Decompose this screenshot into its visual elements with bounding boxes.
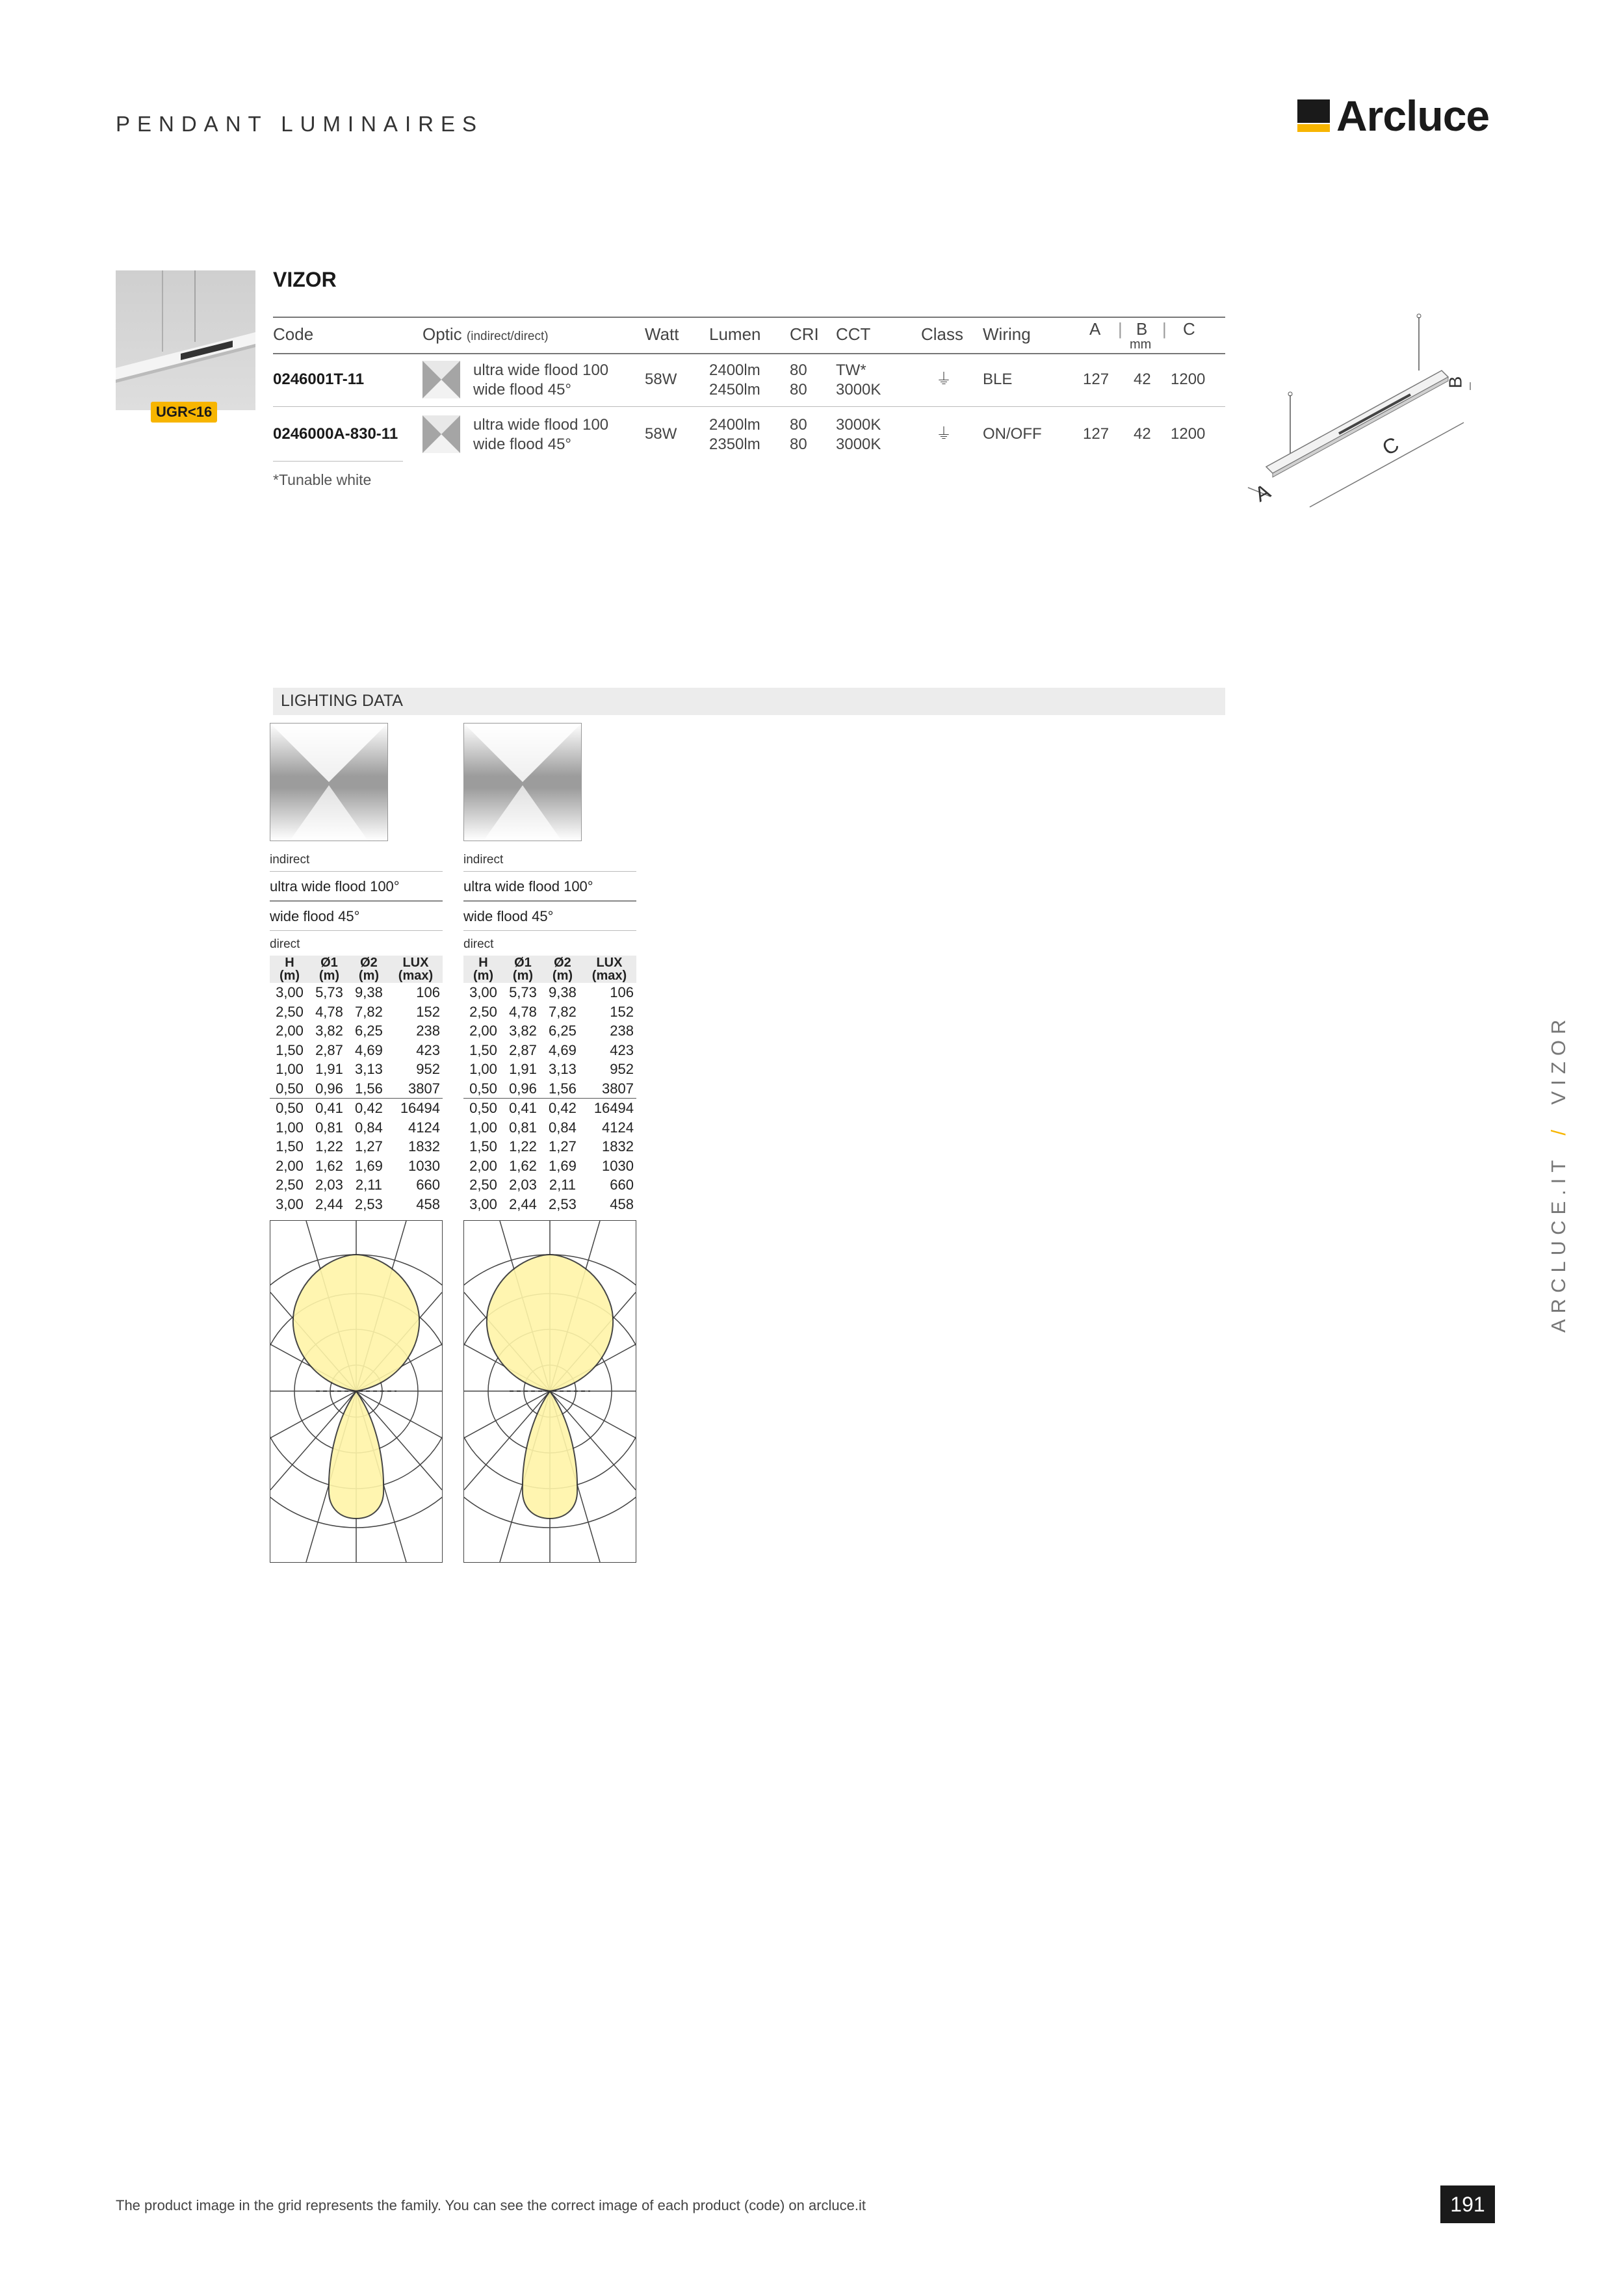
side-label-site: ARCLUCE.IT (1547, 1155, 1570, 1333)
lux-cell: 2,03 (315, 1177, 343, 1193)
lux-cell: 1,69 (549, 1157, 577, 1174)
lighting-data-bar (273, 688, 1225, 715)
lux-row (463, 1079, 636, 1099)
side-label-slash: / (1547, 1124, 1570, 1136)
lux-row (270, 1118, 443, 1138)
lux-cell: 1,62 (509, 1157, 537, 1174)
row1-b: 42 (1134, 371, 1151, 388)
lux-cell: 238 (416, 1023, 440, 1039)
row1-watt: 58W (645, 371, 677, 388)
row1-lumen-1: 2400lm (709, 361, 760, 379)
lux-cell: 1,50 (469, 1041, 497, 1058)
lux-cell: 3807 (602, 1080, 634, 1097)
lux-cell: 458 (610, 1195, 634, 1212)
lux-cell: 423 (416, 1041, 440, 1058)
lux-cell: 3,82 (315, 1023, 343, 1039)
lux-row (270, 1156, 443, 1176)
lighting-column-1 (270, 723, 445, 1563)
header-cri: CRI (790, 324, 819, 344)
lux-cell: 9,38 (549, 984, 577, 1000)
beam-pattern-image (270, 723, 388, 841)
lux-cell: 1,27 (355, 1138, 383, 1155)
lux-cell: 2,00 (276, 1023, 304, 1039)
lux-cell: 2,03 (509, 1177, 537, 1193)
lux-rows (463, 983, 636, 1214)
row2-cri-1: 80 (790, 416, 807, 434)
lux-cell: 3,00 (276, 1195, 304, 1212)
row2-code: 0246000A-830-11 (273, 425, 398, 443)
lux-cell: 0,84 (549, 1119, 577, 1136)
lux-cell: 16494 (400, 1100, 440, 1116)
lux-table (463, 956, 636, 1214)
lux-cell: 1832 (602, 1138, 634, 1155)
header-sep-2: | (1162, 319, 1167, 339)
lux-cell: 1030 (408, 1157, 440, 1174)
lux-row (270, 1099, 443, 1118)
footnote-rule (273, 461, 403, 462)
dimension-label-b: B (1445, 376, 1466, 389)
row1-optic-indirect: ultra wide flood 100 (473, 361, 609, 379)
polar-diagram (270, 1220, 443, 1563)
side-label-text (1547, 1014, 1570, 1333)
lux-cell: 3,13 (355, 1061, 383, 1077)
lux-cell: 3,00 (276, 984, 304, 1000)
lux-cell: 9,38 (355, 984, 383, 1000)
side-label-product: VIZOR (1547, 1013, 1570, 1105)
row2-cct-2: 3000K (836, 436, 881, 453)
lux-cell: 1,56 (355, 1080, 383, 1097)
row1-c: 1200 (1171, 371, 1206, 388)
lux-header-d1: Ø1 (m) (318, 956, 340, 983)
row2-optic-direct: wide flood 45° (473, 436, 572, 453)
optic-direct-name: wide flood 45° (270, 908, 360, 924)
logo-mark-icon (1297, 99, 1330, 132)
direct-label: direct (270, 937, 300, 951)
lux-row (463, 1156, 636, 1176)
lux-cell: 952 (416, 1061, 440, 1077)
lux-row (270, 1021, 443, 1041)
lux-cell: 4,78 (315, 1003, 343, 1020)
lux-row (270, 1079, 443, 1099)
lux-cell: 1,00 (469, 1061, 497, 1077)
row2-cri-2: 80 (790, 436, 807, 453)
lux-row (270, 1195, 443, 1214)
header-a: A (1089, 319, 1101, 339)
lux-cell: 2,00 (469, 1023, 497, 1039)
header-cct: CCT (836, 324, 871, 344)
brand-logo[interactable] (1297, 91, 1489, 140)
lux-cell: 3,00 (469, 1195, 497, 1212)
lux-row (270, 1002, 443, 1022)
brand-name: Arcluce (1336, 92, 1490, 140)
lux-cell: 1,00 (469, 1119, 497, 1136)
lux-cell: 1,00 (276, 1119, 304, 1136)
lux-cell: 0,81 (315, 1119, 343, 1136)
lux-cell: 6,25 (355, 1023, 383, 1039)
lux-cell: 0,42 (549, 1100, 577, 1116)
header-sep-1: | (1118, 319, 1123, 339)
row2-optic-indirect: ultra wide flood 100 (473, 416, 609, 434)
lux-cell: 1832 (408, 1138, 440, 1155)
dimension-label-a: A (1251, 479, 1275, 506)
dimension-drawing (1235, 306, 1495, 520)
lux-cell: 2,87 (315, 1041, 343, 1058)
row1-code: 0246001T-11 (273, 371, 365, 388)
footer-note: The product image in the grid represents the family. You can see the correct image of each product (code) on arcluce.it (116, 2197, 866, 2213)
table-top-rule (273, 317, 1225, 318)
tunable-footnote: *Tunable white (273, 471, 372, 488)
divider (270, 900, 443, 902)
lux-row (463, 1021, 636, 1041)
lux-cell: 1,27 (549, 1138, 577, 1155)
lux-cell: 458 (416, 1195, 440, 1212)
lux-cell: 5,73 (509, 984, 537, 1000)
lux-cell: 1,91 (509, 1061, 537, 1077)
indirect-label: indirect (463, 853, 504, 867)
lux-cell: 1,91 (315, 1061, 343, 1077)
lux-row (463, 1137, 636, 1156)
lux-cell: 2,44 (315, 1195, 343, 1212)
optic-icon (422, 361, 460, 398)
lux-cell: 660 (610, 1177, 634, 1193)
optic-icon (422, 415, 460, 453)
header-c: C (1183, 319, 1195, 339)
lux-cell: 2,50 (276, 1003, 304, 1020)
lux-cell: 238 (610, 1023, 634, 1039)
lighting-data-title: LIGHTING DATA (281, 692, 403, 710)
lux-cell: 1,22 (509, 1138, 537, 1155)
lux-cell: 6,25 (549, 1023, 577, 1039)
lux-cell: 4,69 (355, 1041, 383, 1058)
lux-cell: 0,50 (276, 1080, 304, 1097)
lux-row (463, 1002, 636, 1022)
lux-cell: 106 (610, 984, 634, 1000)
lux-row (463, 1099, 636, 1118)
table-header-rule (273, 353, 1225, 354)
optic-indirect-name: ultra wide flood 100° (463, 878, 593, 894)
lux-cell: 152 (416, 1003, 440, 1020)
row2-b: 42 (1134, 425, 1151, 443)
lux-row (463, 1195, 636, 1214)
lux-cell: 0,41 (509, 1100, 537, 1116)
row-divider (273, 406, 1225, 407)
section-title: PENDANT LUMINAIRES (116, 112, 484, 136)
lux-header-h: H (m) (473, 956, 494, 983)
row1-cri-2: 80 (790, 381, 807, 398)
lux-cell: 2,00 (469, 1157, 497, 1174)
lux-cell: 1,50 (276, 1138, 304, 1155)
lux-cell: 1,69 (355, 1157, 383, 1174)
lux-cell: 0,96 (315, 1080, 343, 1097)
row1-lumen-2: 2450lm (709, 381, 760, 398)
header-code: Code (273, 324, 314, 344)
lux-table-header (270, 956, 443, 983)
lux-cell: 2,00 (276, 1157, 304, 1174)
header-lumen: Lumen (709, 324, 761, 344)
lux-header-h: H (m) (279, 956, 300, 983)
lux-cell: 4124 (602, 1119, 634, 1136)
lux-cell: 5,73 (315, 984, 343, 1000)
header-watt: Watt (645, 324, 679, 344)
lux-cell: 0,84 (355, 1119, 383, 1136)
lux-cell: 1,00 (276, 1061, 304, 1077)
lux-header-d2: Ø2 (m) (358, 956, 380, 983)
lux-cell: 4,69 (549, 1041, 577, 1058)
lux-cell: 1,62 (315, 1157, 343, 1174)
lux-row (270, 983, 443, 1002)
lux-cell: 1,56 (549, 1080, 577, 1097)
lighting-column-2 (463, 723, 639, 1563)
lux-cell: 2,53 (549, 1195, 577, 1212)
beam-pattern-image (463, 723, 582, 841)
polar-diagram (463, 1220, 636, 1563)
row2-class-icon: ⏚ (936, 425, 952, 443)
divider (463, 871, 636, 872)
row2-lumen-1: 2400lm (709, 416, 760, 434)
lux-row (463, 1118, 636, 1138)
lux-rows (270, 983, 443, 1214)
lux-cell: 952 (610, 1061, 634, 1077)
row2-c: 1200 (1171, 425, 1206, 443)
lux-table-header (463, 956, 636, 983)
divider (270, 871, 443, 872)
product-photo (116, 270, 255, 410)
divider (463, 900, 636, 902)
row1-a: 127 (1083, 371, 1110, 388)
lux-cell: 3,13 (549, 1061, 577, 1077)
row2-watt: 58W (645, 425, 677, 443)
row1-optic-direct: wide flood 45° (473, 381, 572, 398)
lux-cell: 152 (610, 1003, 634, 1020)
lux-table (270, 956, 443, 1214)
lux-row (463, 1175, 636, 1195)
lux-cell: 2,50 (469, 1177, 497, 1193)
lux-row (463, 1041, 636, 1060)
lux-cell: 7,82 (549, 1003, 577, 1020)
lux-cell: 0,41 (315, 1100, 343, 1116)
lux-row (270, 1041, 443, 1060)
lux-cell: 2,44 (509, 1195, 537, 1212)
row2-a: 127 (1083, 425, 1110, 443)
lux-cell: 1,22 (315, 1138, 343, 1155)
lux-cell: 0,50 (469, 1100, 497, 1116)
lux-cell: 423 (610, 1041, 634, 1058)
lux-row (463, 1060, 636, 1079)
header-unit: mm (1130, 337, 1152, 352)
row2-cct-1: 3000K (836, 416, 881, 434)
lux-cell: 0,81 (509, 1119, 537, 1136)
lux-cell: 0,42 (355, 1100, 383, 1116)
lux-cell: 0,96 (509, 1080, 537, 1097)
lux-cell: 1030 (602, 1157, 634, 1174)
header-optic-label: Optic (422, 324, 462, 344)
row1-cri-1: 80 (790, 361, 807, 379)
lux-cell: 106 (416, 984, 440, 1000)
side-label (1547, 995, 1573, 1333)
lux-cell: 2,11 (355, 1177, 383, 1193)
lux-cell: 16494 (593, 1100, 634, 1116)
lux-cell: 0,50 (276, 1100, 304, 1116)
header-class: Class (921, 324, 964, 344)
divider (463, 930, 636, 931)
direct-label: direct (463, 937, 494, 951)
lux-cell: 3,82 (509, 1023, 537, 1039)
lux-row (463, 983, 636, 1002)
row1-wiring: BLE (983, 371, 1013, 388)
row2-wiring: ON/OFF (983, 425, 1042, 443)
lux-header-d1: Ø1 (m) (512, 956, 534, 983)
row1-cct-2: 3000K (836, 381, 881, 398)
lux-cell: 1,50 (276, 1041, 304, 1058)
product-name: VIZOR (273, 268, 337, 291)
row2-lumen-2: 2350lm (709, 436, 760, 453)
lux-cell: 2,53 (355, 1195, 383, 1212)
lux-cell: 4,78 (509, 1003, 537, 1020)
lux-cell: 7,82 (355, 1003, 383, 1020)
ugr-badge: UGR<16 (151, 402, 217, 423)
lux-header-lux: LUX (max) (591, 956, 627, 983)
lux-cell: 3807 (408, 1080, 440, 1097)
lux-cell: 4124 (408, 1119, 440, 1136)
lux-row (270, 1060, 443, 1079)
lux-cell: 2,50 (469, 1003, 497, 1020)
optic-direct-name: wide flood 45° (463, 908, 554, 924)
lux-cell: 2,11 (549, 1177, 577, 1193)
header-wiring: Wiring (983, 324, 1031, 344)
lux-header-lux: LUX (max) (398, 956, 434, 983)
lux-cell: 1,50 (469, 1138, 497, 1155)
header-b: B (1136, 319, 1148, 339)
divider (270, 930, 443, 931)
lux-cell: 660 (416, 1177, 440, 1193)
lux-cell: 3,00 (469, 984, 497, 1000)
lux-cell: 2,50 (276, 1177, 304, 1193)
row1-class-icon: ⏚ (936, 371, 952, 388)
lux-cell: 2,87 (509, 1041, 537, 1058)
dimension-label-c: C (1378, 432, 1403, 460)
lux-row (270, 1175, 443, 1195)
indirect-label: indirect (270, 853, 310, 867)
row1-cct-1: TW* (836, 361, 866, 379)
lux-header-d2: Ø2 (m) (552, 956, 573, 983)
header-optic (422, 324, 549, 345)
page-number: 191 (1440, 2185, 1495, 2223)
header-optic-note: (indirect/direct) (466, 330, 549, 343)
optic-indirect-name: ultra wide flood 100° (270, 878, 400, 894)
lux-row (270, 1137, 443, 1156)
lux-cell: 0,50 (469, 1080, 497, 1097)
